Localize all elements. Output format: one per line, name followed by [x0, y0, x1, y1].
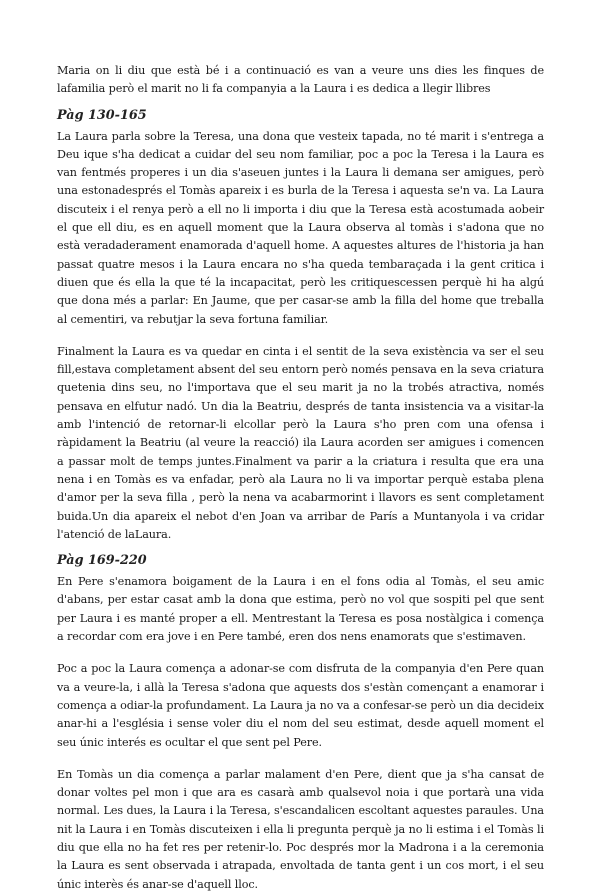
body-paragraph: Poc a poc la Laura comença a adonar-se com disfruta de la companyia d'en Pere quan va a veure-la, i allà la Teresa s'adona que aquests dos s'estàn començant a enamorar i comença a odiar-la profundament. La Laura ja no va a confesar-se però un dia decideix anar-hi a l'església i sense voler diu el nom del seu estimat, desde aquell moment el seu únic interés es ocultar el que sent pel Pere. — [57, 662, 544, 749]
body-paragraph: En Pere s'enamora boigament de la Laura i en el fons odia al Tomàs, el seu amic d'abans, per estar casat amb la dona que estima, però no vol que sospiti pel que sent per Laura i es manté proper a ell. Mentrestant la Teresa es posa nostàlgica i comença a recordar com era jove i en Pere també, eren dos nens enamorats que s'estimaven. — [57, 575, 544, 644]
section-heading: Pàg 169-220 — [57, 553, 147, 569]
intro-paragraph: Maria on li diu que està bé i a continuació es van a veure uns dies les finques de lafamilia però el marit no li fa companyia a la Laura i es dedica a llegir llibres — [57, 64, 544, 96]
body-paragraph: Finalment la Laura es va quedar en cinta i el sentit de la seva existència va ser el seu fill,estava completament absent del seu entorn però només pensava en la seva criatura quetenia dins seu, no l'importava que el seu marit ja no la trobés atractiva, només pensava en elfutur nadó. Un dia la Beatriu, després de tanta insistencia va a visitar-la amb l'intenció de retornar-li elcollar però la Laura s'ho pren com una ofensa i ràpidament la Beatriu (al veure la reacció) ila Laura acorden ser amigues i comencen a passar molt de temps juntes.Finalment va parir a la criatura i resulta que era una nena i en Tomàs es va enfadar, però ala Laura no li va importar perquè estaba plena d'amor per la seva filla , però la nena va acabarmorint i llavors es sent completament buida.Un dia apareix el nebot d'en Joan va arribar de París a Muntanyola i va cridar l'atenció de laLaura. — [57, 344, 544, 541]
body-paragraph: La Laura parla sobre la Teresa, una dona que vesteix tapada, no té marit i s'entrega a Deu ique s'ha dedicat a cuidar del seu nom familiar, poc a poc la Teresa i la Laura es van fentmés properes i un dia s'aseuen juntes i la Laura li demana ser amigues, però una estonadesprés el Tomàs apareix i es burla de la Teresa i aquesta se'n va. La Laura discuteix i el renya però a ell no li importa i diu que la Teresa està acostumada aobeir el que ell diu, es en aquell moment que la Laura observa al tomàs i s'adona que no està veradaderament enamorada d'aquell home. A aquestes altures de l'historia ja han passat quatre mesos i la Laura encara no s'ha queda tembaraçada i la gent critica i diuen que és ella la que té la incapacitat, però les critiquescessen perquè hi ha algú que dona més a parlar: En Jaume, que per casar-se amb la filla del home que treballa al cementiri, va rebutjar la seva fortuna familiar. — [57, 129, 544, 326]
section-heading: Pàg 130-165 — [57, 107, 147, 123]
body-paragraph: En Tomàs un dia comença a parlar malament d'en Pere, dient que ja s'ha cansat de donar voltes pel mon i que ara es casarà amb qualsevol noia i que portarà una vida normal. Les dues, la Laura i la Teresa, s'escandalicen escoltant aquestes paraules. Una nit la Laura i en Tomàs discuteixen i ella li pregunta perquè ja no li estima i el Tomàs li diu que ella no ha fet res per retenir-lo. Poc després mor la Madrona i a la ceremonia la Laura es sent observada i atrapada, envoltada de tanta gent i un cos mort, i el seu únic interès és anar-se d'aquell lloc. — [57, 767, 544, 891]
